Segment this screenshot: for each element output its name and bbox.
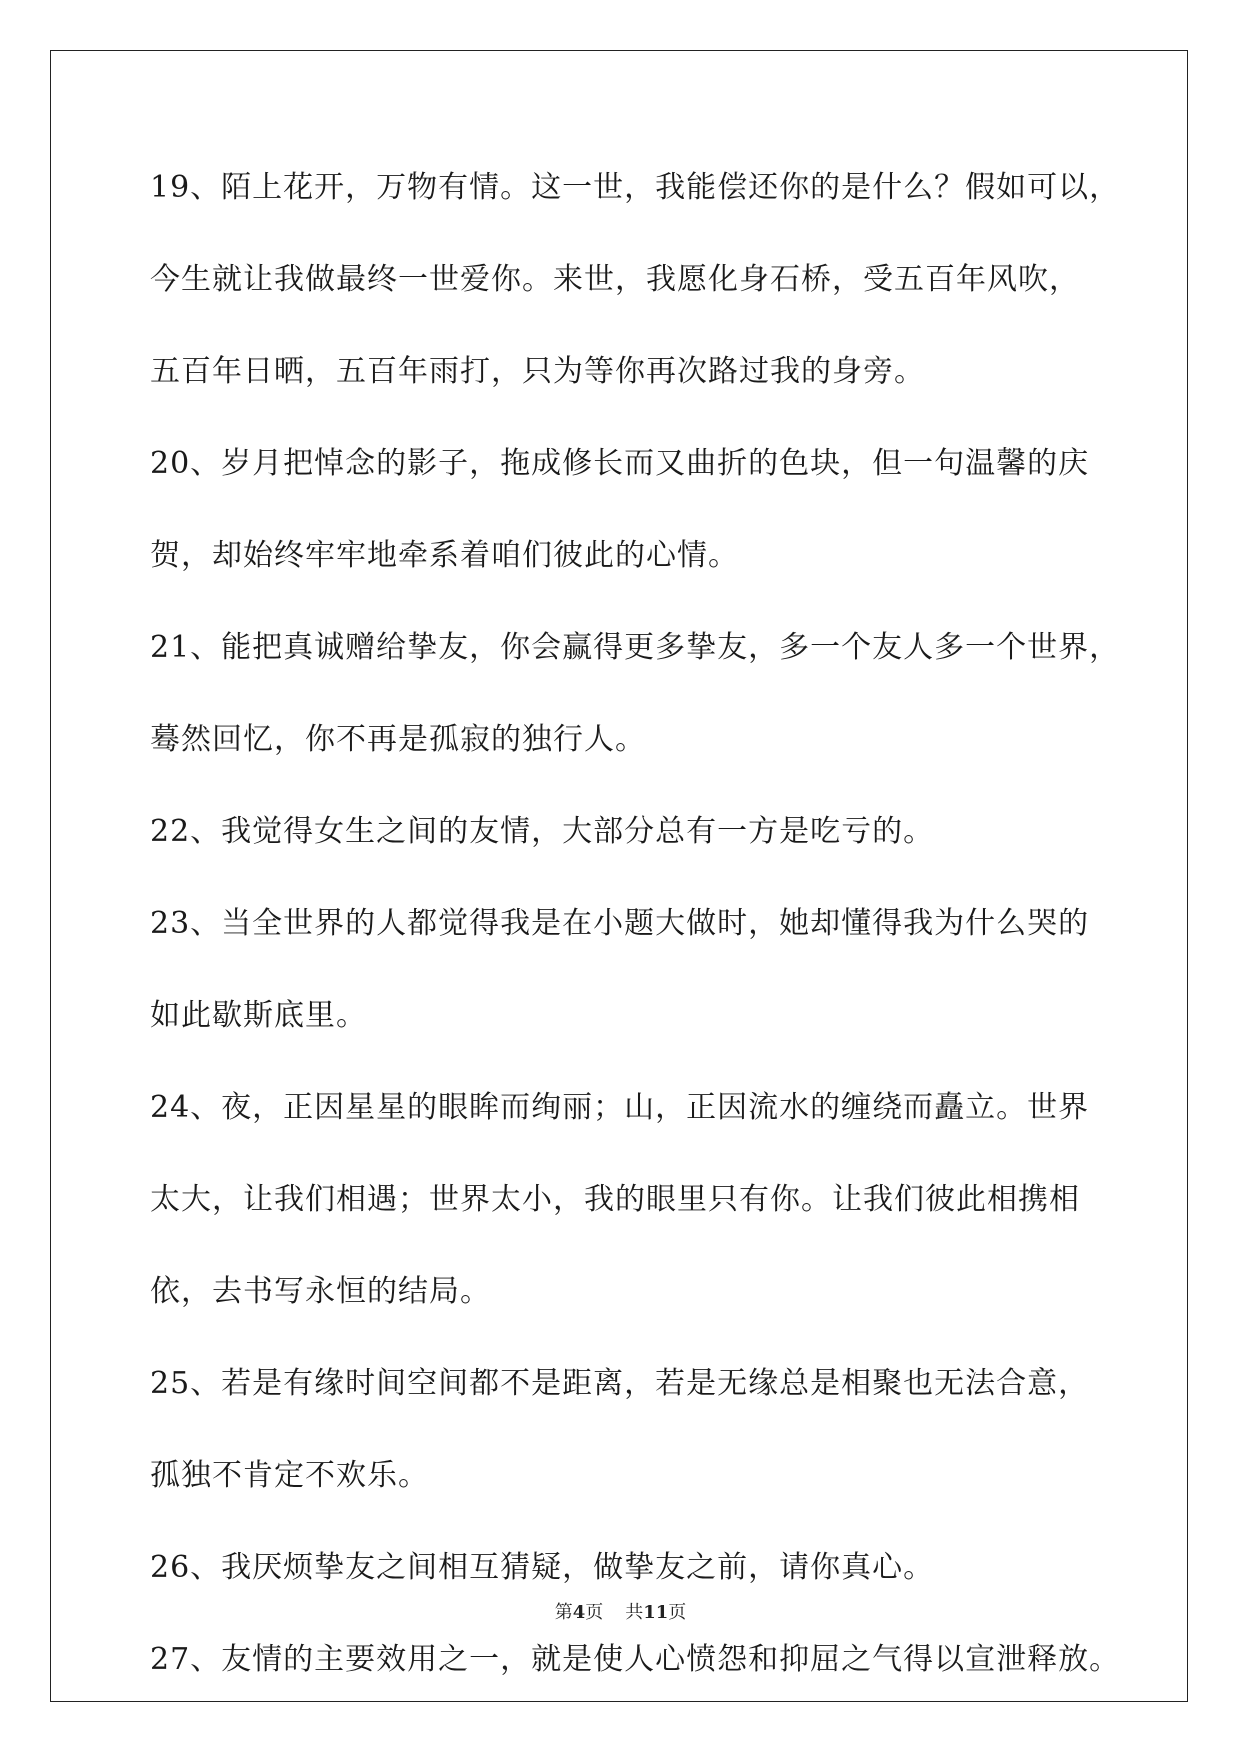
text-line-13: 依，去书写永恒的结局。 [150,1274,491,1309]
page-footer [0,1598,1241,1624]
text-line-9: 23、当全世界的人都觉得我是在小题大做时，她却懂得我为什么哭的 [150,906,1090,941]
document-body [150,156,1121,1720]
text-line-11: 24、夜，正因星星的眼眸而绚丽；山，正因流水的缠绕而矗立。世界 [150,1090,1090,1125]
text-line-2: 今生就让我做最终一世爱你。来世，我愿化身石桥，受五百年风吹， [150,262,1080,297]
total-prefix: 共 [625,1602,644,1623]
page-suffix: 页 [585,1602,604,1623]
text-line-1: 19、陌上花开，万物有情。这一世，我能偿还你的是什么？假如可以， [150,170,1121,205]
text-line-10: 如此歇斯底里。 [150,998,367,1033]
text-line-8: 22、我觉得女生之间的友情，大部分总有一方是吃亏的。 [150,814,935,849]
text-line-14: 25、若是有缘时间空间都不是距离，若是无缘总是相聚也无法合意， [150,1366,1090,1401]
text-line-5: 贺，却始终牢牢地牵系着咱们彼此的心情。 [150,538,739,573]
text-line-3: 五百年日晒，五百年雨打，只为等你再次路过我的身旁。 [150,354,925,389]
text-line-12: 太大，让我们相遇；世界太小，我的眼里只有你。让我们彼此相携相 [150,1182,1080,1217]
text-line-6: 21、能把真诚赠给挚友，你会赢得更多挚友，多一个友人多一个世界， [150,630,1121,665]
text-line-17: 27、友情的主要效用之一，就是使人心愤怨和抑屈之气得以宣泄释放。 [150,1642,1121,1677]
total-page-number: 11 [643,1602,669,1623]
text-line-7: 蓦然回忆，你不再是孤寂的独行人。 [150,722,646,757]
text-line-4: 20、岁月把悼念的影子，拖成修长而又曲折的色块，但一句温馨的庆 [150,446,1090,481]
text-line-16: 26、我厌烦挚友之间相互猜疑，做挚友之前，请你真心。 [150,1550,935,1585]
current-page-number: 4 [572,1602,586,1623]
text-line-15: 孤独不肯定不欢乐。 [150,1458,429,1493]
page-prefix: 第 [554,1602,573,1623]
total-suffix: 页 [668,1602,687,1623]
